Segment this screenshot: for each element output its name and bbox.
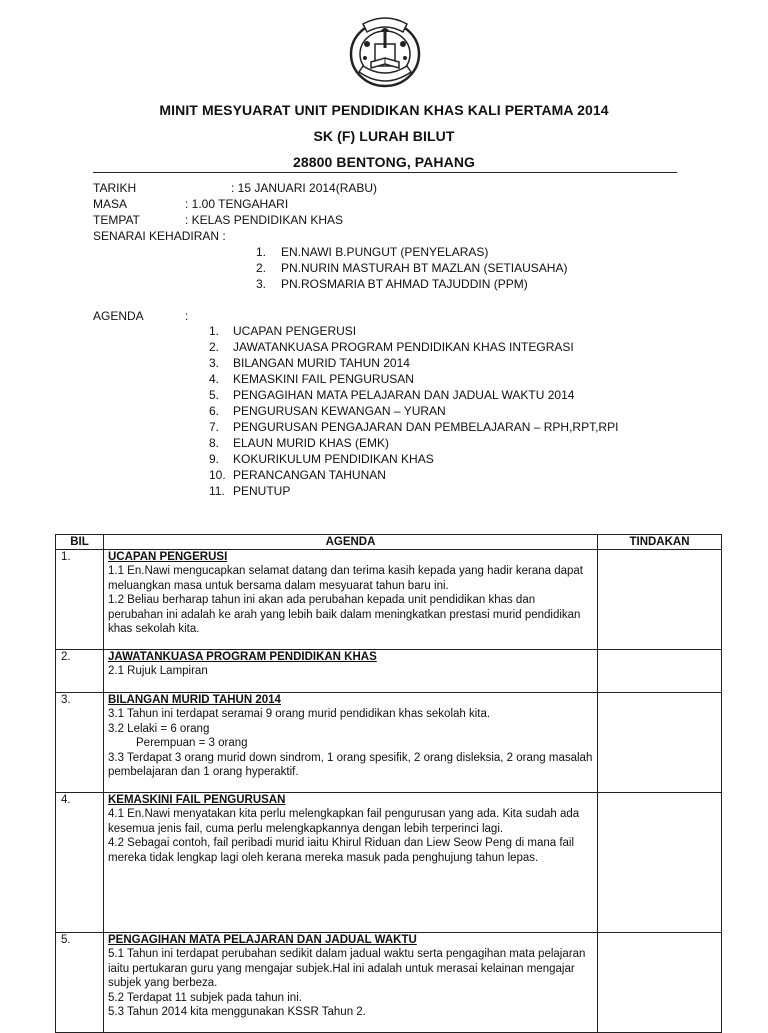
row-line: 5.2 Terdapat 11 subjek pada tahun ini.: [108, 991, 302, 1004]
row-line: 5.3 Tahun 2014 kita menggunakan KSSR Tahun 2.: [108, 1006, 366, 1019]
row-tindakan: [598, 793, 722, 933]
agenda-text: PENGURUSAN PENGAJARAN DAN PEMBELAJARAN – RPH,RPT,RPI: [233, 420, 619, 434]
row-tindakan: [598, 650, 722, 693]
row-tindakan: [598, 933, 722, 1033]
agenda-number: 2.: [209, 340, 220, 354]
agenda-text: KOKURIKULUM PENDIDIKAN KHAS: [233, 452, 434, 466]
row-line: Perempuan = 3 orang: [136, 737, 248, 750]
row-line: 3.3 Terdapat 3 orang murid down sindrom, 1 orang spesifik, 2 orang disleksia, 2 orang masalah pembelajaran dan 1 orang hyperaktif.: [108, 751, 593, 779]
row-bil: 4.: [56, 793, 104, 933]
agenda-text: PENGURUSAN KEWANGAN – YURAN: [233, 404, 446, 418]
agenda-text: KEMASKINI FAIL PENGURUSAN: [233, 372, 414, 386]
school-crest-logo: [345, 14, 425, 90]
agenda-number: 11.: [209, 484, 225, 498]
tempat-value: : KELAS PENDIDIKAN KHAS: [185, 213, 344, 227]
masa-label: MASA: [93, 197, 128, 211]
row-agenda: [104, 793, 598, 933]
row-bil: 1.: [56, 550, 104, 650]
row-bil: 5.: [56, 933, 104, 1033]
minutes-table: [55, 534, 722, 1033]
row-title: BILANGAN MURID TAHUN 2014: [108, 694, 281, 706]
table-row: [56, 933, 722, 1033]
row-title: PENGAGIHAN MATA PELAJARAN DAN JADUAL WAKTU: [108, 934, 417, 946]
agenda-text: PERANCANGAN TAHUNAN: [233, 468, 386, 482]
attendance-number: 2.: [256, 261, 267, 275]
row-bil: 2.: [56, 650, 104, 693]
row-line: 3.1 Tahun ini terdapat seramai 9 orang murid pendidikan khas sekolah kita.: [108, 708, 491, 721]
agenda-number: 3.: [209, 356, 220, 370]
tarikh-label: TARIKH: [93, 181, 137, 195]
agenda-text: ELAUN MURID KHAS (EMK): [233, 436, 390, 450]
agenda-text: JAWATANKUASA PROGRAM PENDIDIKAN KHAS INTEGRASI: [233, 340, 574, 354]
document-title: MINIT MESYUARAT UNIT PENDIDIKAN KHAS KALI PERTAMA 2014: [159, 102, 609, 118]
table-row: [56, 550, 722, 650]
row-agenda: [104, 650, 598, 693]
row-line: 1.2 Beliau berharap tahun ini akan ada perubahan kepada unit pendidikan khas dan perubahan ini adalah ke arah yang lebih baik dalam meningkatkan prestasi murid pendidikan khas sekolah kita.: [108, 594, 581, 636]
agenda-number: 4.: [209, 372, 220, 386]
agenda-number: 5.: [209, 388, 220, 402]
agenda-text: PENGAGIHAN MATA PELAJARAN DAN JADUAL WAKTU 2014: [233, 388, 575, 402]
table-header-row: [56, 535, 722, 550]
agenda-number: 7.: [209, 420, 220, 434]
table-row: [56, 793, 722, 933]
row-agenda: [104, 550, 598, 650]
attendance-number: 3.: [256, 277, 267, 291]
agenda-number: 9.: [209, 452, 220, 466]
agenda-number: 6.: [209, 404, 220, 418]
col-bil-header: BIL: [56, 535, 104, 550]
title-divider: [93, 172, 677, 173]
agenda-number: 8.: [209, 436, 220, 450]
row-line: 2.1 Rujuk Lampiran: [108, 665, 208, 678]
school-address: 28800 BENTONG, PAHANG: [292, 154, 476, 170]
attendance-name: PN.ROSMARIA BT AHMAD TAJUDDIN (PPM): [281, 277, 528, 291]
row-line: 4.2 Sebagai contoh, fail peribadi murid iaitu Khirul Riduan dan Liew Seow Peng di mana fail mereka tidak lengkap lagi oleh kerana mereka masuk pada penghujung tahun lepas.: [108, 837, 575, 864]
school-name: SK (F) LURAH BILUT: [313, 128, 455, 144]
row-line: 5.1 Tahun ini terdapat perubahan sedikit dalam jadual waktu serta pengagihan mata pelajaran iaitu pertukaran guru yang mengajar subjek.Hal ini adalah untuk merasai kelainan mengajar subjek yang berbeza.: [108, 948, 586, 990]
agenda-colon: :: [185, 309, 189, 323]
attendance-number: 1.: [256, 245, 267, 259]
col-tindakan-header: TINDAKAN: [598, 535, 722, 550]
row-line: 1.1 En.Nawi mengucapkan selamat datang dan terima kasih kepada yang hadir kerana dapat meluangkan masa untuk bersama dalam mesyuarat tahun baru ini.: [108, 565, 583, 592]
attendance-name: PN.NURIN MASTURAH BT MAZLAN (SETIAUSAHA): [281, 261, 568, 275]
table-row: [56, 693, 722, 793]
row-bil: 3.: [56, 693, 104, 793]
masa-value: : 1.00 TENGAHARI: [185, 197, 289, 211]
agenda-label: AGENDA: [93, 309, 144, 323]
agenda-number: 10.: [209, 468, 226, 482]
row-agenda: [104, 693, 598, 793]
agenda-text: UCAPAN PENGERUSI: [233, 324, 357, 338]
attendance-name: EN.NAWI B.PUNGUT (PENYELARAS): [281, 245, 489, 259]
row-agenda: [104, 933, 598, 1033]
row-line: 3.2 Lelaki = 6 orang: [108, 722, 210, 735]
table-row: [56, 650, 722, 693]
row-title: KEMASKINI FAIL PENGURUSAN: [108, 794, 286, 806]
col-agenda-header: AGENDA: [104, 535, 598, 550]
agenda-number: 1.: [209, 324, 220, 338]
row-tindakan: [598, 550, 722, 650]
tarikh-value: : 15 JANUARI 2014(RABU): [231, 181, 378, 195]
row-title: UCAPAN PENGERUSI: [108, 551, 228, 563]
row-line: 4.1 En.Nawi menyatakan kita perlu melengkapkan fail pengurusan yang ada. Kita sudah ada kesemua jenis fail, cuma perlu melengkapkannya dengan lebih terperinci lagi.: [108, 808, 580, 835]
row-title: JAWATANKUASA PROGRAM PENDIDIKAN KHAS: [108, 651, 377, 663]
kehadiran-label: SENARAI KEHADIRAN :: [93, 229, 226, 243]
agenda-text: BILANGAN MURID TAHUN 2014: [233, 356, 410, 370]
tempat-label: TEMPAT: [93, 213, 140, 227]
row-tindakan: [598, 693, 722, 793]
agenda-text: PENUTUP: [233, 484, 291, 498]
